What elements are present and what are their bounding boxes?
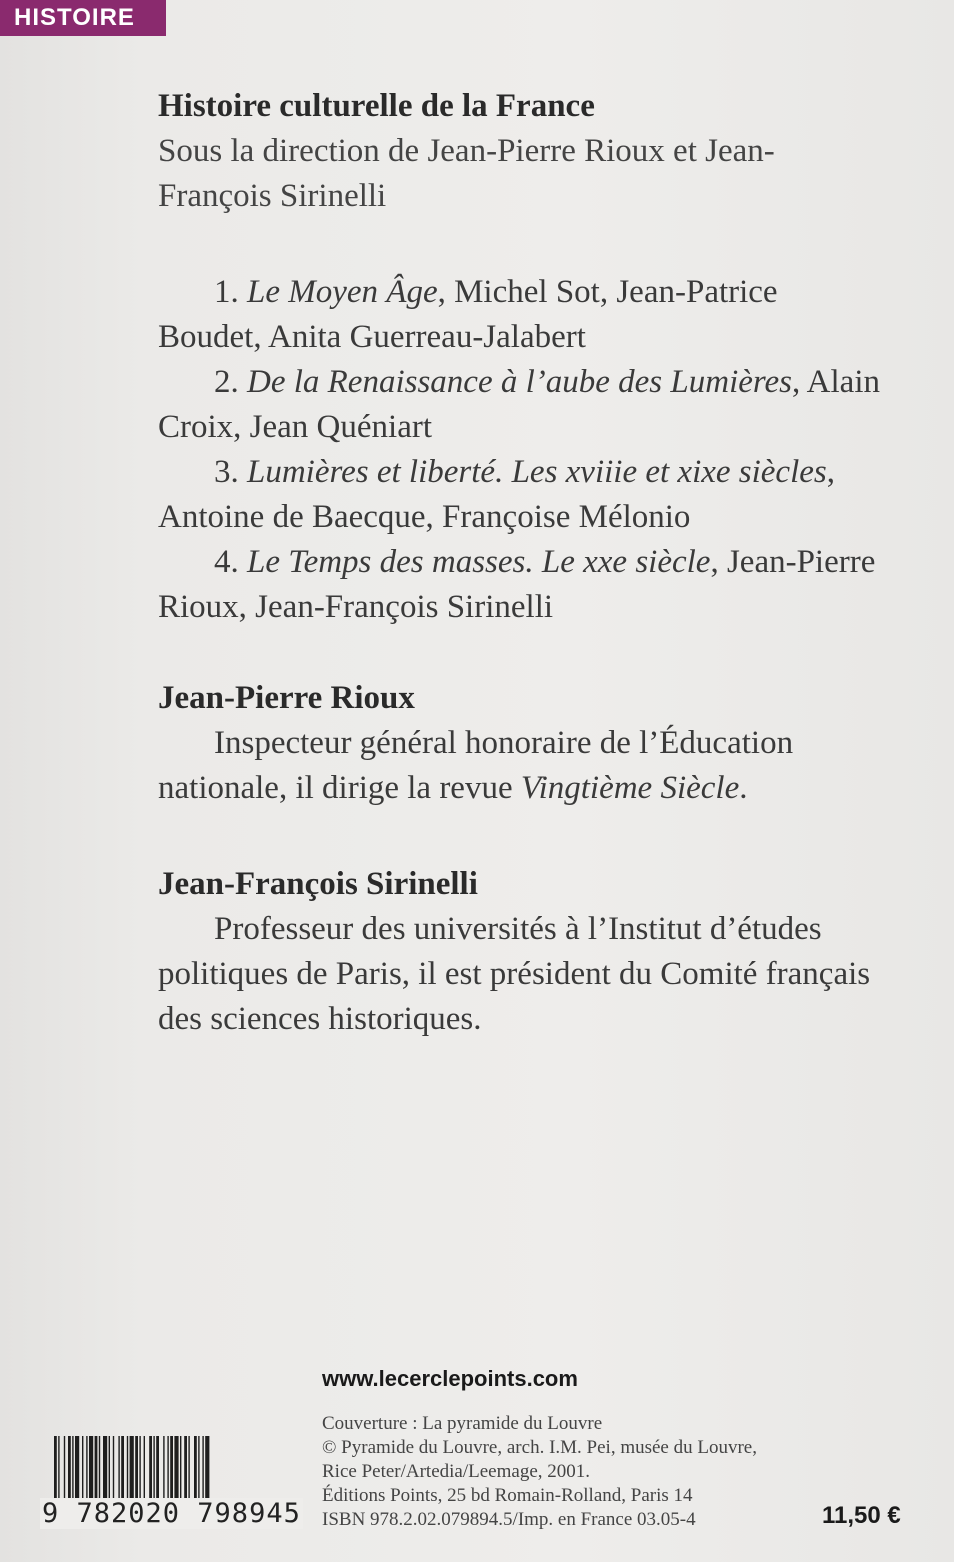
series-title: Histoire culturelle de la France xyxy=(158,88,595,124)
credit-line: Éditions Points, 25 bd Romain-Rolland, Paris 14 xyxy=(322,1485,693,1506)
volume-item: 4. Le Temps des masses. Le xxe siècle, Jean-Pierre Rioux, Jean-François Sirinelli xyxy=(158,544,876,625)
cover-credits xyxy=(322,1412,757,1532)
credit-line: Rice Peter/Artedia/Leemage, 2001. xyxy=(322,1461,591,1482)
volume-item: 3. Lumières et liberté. Les xviiie et xixe siècles, Antoine de Baecque, Françoise Mélonio xyxy=(158,454,835,535)
author-bio: Inspecteur général honoraire de l’Éducation nationale, il dirige la revue Vingtième Siècle. xyxy=(158,725,794,806)
volume-list xyxy=(158,270,888,630)
credit-line: Couverture : La pyramide du Louvre xyxy=(322,1413,603,1434)
author-rioux-block xyxy=(158,676,888,811)
isbn-barcode-digits: 9 782020 798945 xyxy=(42,1498,301,1529)
credit-line: © Pyramide du Louvre, arch. I.M. Pei, musée du Louvre, xyxy=(322,1437,757,1458)
volume-item: 2. De la Renaissance à l’aube des Lumières, Alain Croix, Jean Quéniart xyxy=(158,364,880,445)
author-name: Jean-Pierre Rioux xyxy=(158,680,415,716)
author-sirinelli-block xyxy=(158,862,888,1042)
series-block xyxy=(158,84,888,219)
series-direction: Sous la direction de Jean-Pierre Rioux et Jean-François Sirinelli xyxy=(158,133,775,214)
volume-item: 1. Le Moyen Âge, Michel Sot, Jean-Patrice Boudet, Anita Guerreau-Jalabert xyxy=(158,274,778,355)
publisher-website: www.lecerclepoints.com xyxy=(322,1366,578,1391)
author-name: Jean-François Sirinelli xyxy=(158,866,478,902)
price-label: 11,50 € xyxy=(822,1502,901,1529)
author-bio: Professeur des universités à l’Institut d’études politiques de Paris, il est président du Comité français des sciences historiques. xyxy=(158,911,871,1037)
category-tag: HISTOIRE xyxy=(0,0,166,36)
credit-line: ISBN 978.2.02.079894.5/Imp. en France 03.05-4 xyxy=(322,1509,696,1530)
